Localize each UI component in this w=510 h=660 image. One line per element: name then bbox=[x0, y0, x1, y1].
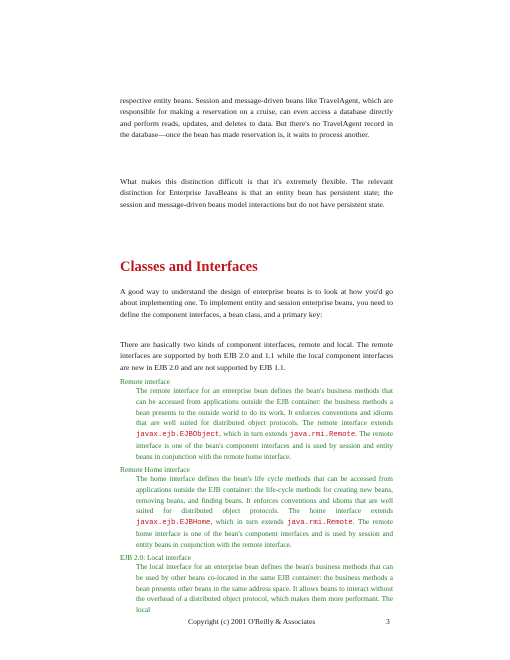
code-identifier: javax.ejb.EJBObject bbox=[136, 431, 220, 439]
definition-local-interface: The local interface for an enterprise bean defines the bean's business methods that can be used by other beans co-located in the same EJB container: the business methods a bean presents other beans in the same address space. It allows beans to interact without the overhead of a distributed object protocol, which makes them more performant. The local bbox=[136, 562, 393, 614]
definition-remote-home-interface bbox=[136, 474, 393, 550]
definition-text: , which in turn extends bbox=[219, 429, 290, 438]
copyright-text: Copyright (c) 2001 O'Reilly & Associates bbox=[188, 617, 316, 626]
section-heading: Classes and Interfaces bbox=[120, 259, 258, 275]
paragraph-distinction: What makes this distinction difficult is that it's extremely flexible. The relevant distinction for Enterprise JavaBeans is that an entity bean has persistent state; the session and message-driven beans model interactions but do not have persistent state. bbox=[120, 177, 393, 209]
term-local-interface: EJB 2.0: Local interface bbox=[120, 553, 191, 562]
code-identifier: java.rmi.Remote bbox=[287, 519, 353, 527]
page-number: 3 bbox=[386, 617, 390, 626]
definition-remote-interface bbox=[136, 386, 393, 462]
term-remote-interface: Remote interface bbox=[120, 377, 171, 386]
definition-text: The remote interface for an enterprise bean defines the bean's business methods that can be accessed from applications outside the EJB container: the business methods a bean presents to the outside world to do its work. It enforces conventions and idioms that are well suited for distributed object protocols. The remote interface extends bbox=[136, 386, 393, 428]
definition-text: . The remote home interface is one of the bean's component interfaces and is used by session and entity beans in conjunction with the remote interface. bbox=[136, 517, 393, 549]
code-identifier: javax.ejb.EJBHome bbox=[136, 519, 211, 527]
code-identifier: java.rmi.Remote bbox=[289, 431, 356, 439]
definition-text: . The remote interface is one of the bean's component interfaces and is used by session and entity beans in conjunction with the remote home interface. bbox=[136, 429, 393, 461]
paragraph-bean-roles: respective entity beans. Session and message-driven beans like TravelAgent, which are responsible for making a reservation on a cruise, can even access a database directly and perform reads, updates, and deletes to data. But there's no TravelAgent record in the database—once the bean has made reservation is, it waits to process another. bbox=[120, 96, 393, 140]
paragraph-design: A good way to understand the design of enterprise beans is to look at how you'd go about implementing one. To implement entity and session enterprise beans, you need to define the component interfaces, a bean class, and a primary key: bbox=[120, 287, 393, 319]
definition-text: , which in turn extends bbox=[210, 517, 288, 526]
paragraph-component-interfaces: There are basically two kinds of component interfaces, remote and local. The remote interfaces are supported by both EJB 2.0 and 1.1 while the local component interfaces are new in EJB 2.0 and are not supported by EJB 1.1. bbox=[120, 340, 393, 372]
term-remote-home-interface: Remote Home interface bbox=[120, 465, 190, 474]
definition-text: The home interface defines the bean's life cycle methods that can be accessed from applications outside the EJB container: the life-cycle methods for creating new beans, removing beans, and finding beans. It enforces conventions and idioms that are well suited for distributed object protocols. The home interface extends bbox=[136, 474, 393, 516]
